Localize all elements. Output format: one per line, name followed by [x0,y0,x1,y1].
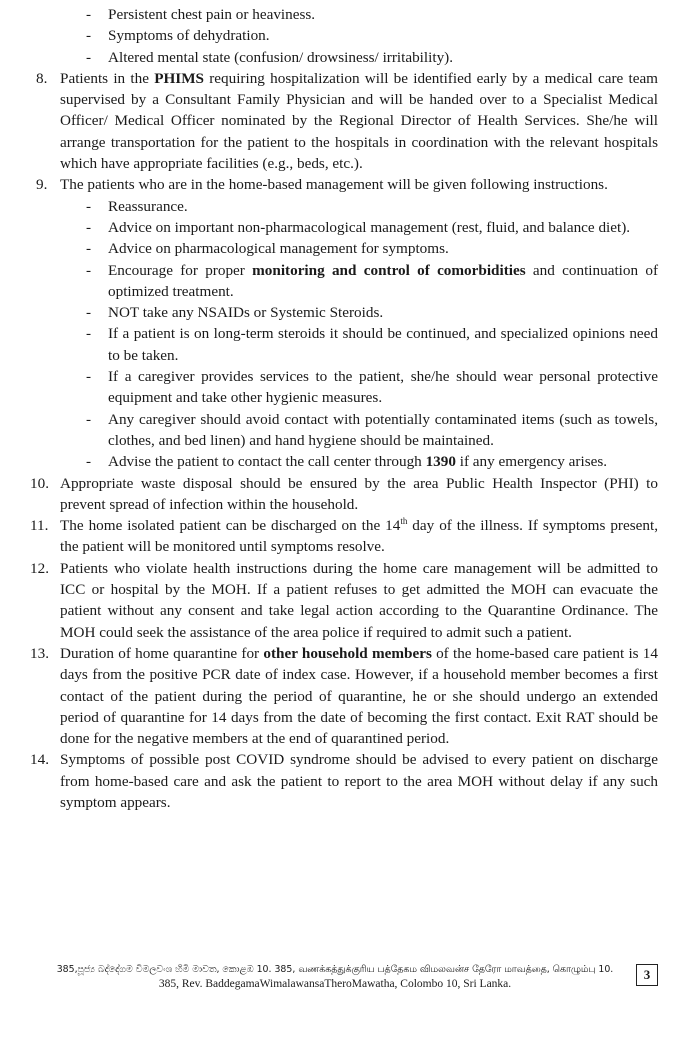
numbered-item-9 [30,174,658,472]
dash-marker: - [86,27,92,45]
bullet-text: If a patient is on long-term steroids it should be continued, and specialized opinions need to be taken. [108,325,658,364]
item-text: The home isolated patient can be discharged on the 14 [60,517,401,535]
numbered-item-12 [30,558,658,643]
bullet-text: if any emergency arises. [455,453,608,471]
superscript: th [400,516,408,527]
instruction-list [30,196,658,473]
document-body [30,4,658,813]
bold-text: other household members [263,644,432,662]
bullet-text: Advice on important non-pharmacological management (rest, fluid, and balance diet). [108,218,631,236]
bold-text: monitoring and control of comorbidities [252,261,526,279]
bold-text: 1390 [425,453,456,471]
bullet-text: If a caregiver provides services to the patient, she/he should wear personal protective equipment and take other hygienic measures. [108,368,658,407]
item-number: 14. [30,751,49,769]
item-number: 13. [30,644,49,662]
dash-marker: - [86,218,92,236]
numbered-item-10 [30,473,658,516]
footer-address-english: 385, Rev. BaddegamaWimalawansaTheroMawatha, Colombo 10, Sri Lanka. [158,978,512,990]
page-number: 3 [636,964,658,986]
list-item [30,25,658,46]
list-item [30,409,658,452]
dash-marker: - [86,325,92,343]
list-item [30,217,658,238]
dash-marker: - [86,368,92,386]
item-number: 11. [30,517,49,535]
item-text: requiring hospitalization will be identified early by a medical care team supervised by a Consultant Family Physician and will be handed over to a Specialist Medical Officer/ Medical Officer nominated by the Regional Director of Health Services. She/he will arrange transportation for the patient to the hospitals in coordination with the relevant hospitals which have appropriate facilities (e.g., beds, etc.). [60,69,658,173]
item-text: day of the illness. If symptoms present, the patient will be monitored until symptoms resolve. [60,517,658,556]
dash-marker: - [86,453,92,471]
numbered-item-8 [30,68,658,174]
bullet-text: Any caregiver should avoid contact with potentially contaminated items (such as towels, clothes, and bed linen) and hand hygiene should be maintained. [108,410,658,449]
page-footer [50,963,620,991]
list-item [30,451,658,472]
symptom-list [30,4,658,68]
bullet-text: Reassurance. [108,197,188,215]
list-item [30,302,658,323]
item-text: Appropriate waste disposal should be ensured by the area Public Health Inspector (PHI) to prevent spread of infection within the household. [60,474,658,513]
item-text: Patients who violate health instructions during the home care management will be admitted to ICC or hospital by the MOH. If a patient refuses to get admitted the MOH can evacuate the patient without any consent and take legal action according to the Quarantine Ordinance. The MOH could seek the assistance of the area police if required to admit such a patient. [60,559,658,641]
list-item [30,260,658,303]
dash-marker: - [86,6,92,23]
numbered-item-11 [30,515,658,558]
item-text: Symptoms of possible post COVID syndrome should be advised to every patient on discharge from home-based care and ask the patient to report to the area MOH without delay if any such symptom appears. [60,751,658,811]
dash-marker: - [86,410,92,428]
bullet-text: Altered mental state (confusion/ drowsiness/ irritability). [108,48,454,66]
numbered-item-13 [30,643,658,749]
list-item [30,196,658,217]
item-number: 8. [36,69,48,87]
dash-marker: - [86,261,92,279]
dash-marker: - [86,48,92,66]
dash-marker: - [86,304,92,322]
list-item [30,366,658,409]
bullet-text: Advice on pharmacological management for symptoms. [108,240,449,258]
item-text: of the home-based care patient is 14 days from the positive PCR date of index case. However, if a household member becomes a first contact of the patient during the period of quarantine, he or she should undergo an extended period of quarantine for 14 days from the date of becoming the first contact. Exit RAT should be done for the negative members at the end of quarantined period. [60,644,658,748]
dash-marker: - [86,197,92,215]
footer-address-local: 385,පූජ්‍ය බද්දේගම විමලවංශ හිමි මාවත, කොළඹ 10. 385, வணக்கத்துக்குரிய பத்தேகம விமலவன்ச தேரோ மாவத்தை, கொழும்பு 10. [56,964,614,975]
bullet-text: Advise the patient to contact the call center through [108,453,426,471]
list-item [30,323,658,366]
item-number: 12. [30,559,49,577]
item-number: 9. [36,176,48,194]
item-text: Duration of home quarantine for [60,644,264,662]
list-item [30,47,658,68]
bold-text: PHIMS [154,69,204,87]
list-item [30,238,658,259]
numbered-item-14 [30,749,658,813]
item-number: 10. [30,474,49,492]
item-text: The patients who are in the home-based management will be given following instructions. [60,176,608,194]
bullet-text: Encourage for proper [108,261,253,279]
list-item [30,4,658,25]
dash-marker: - [86,240,92,258]
bullet-text: Persistent chest pain or heaviness. [108,6,316,23]
item-text: Patients in the [60,69,155,87]
bullet-text: Symptoms of dehydration. [108,27,270,45]
bullet-text: NOT take any NSAIDs or Systemic Steroids. [108,304,384,322]
bullet-text: and continuation of optimized treatment. [108,261,658,300]
